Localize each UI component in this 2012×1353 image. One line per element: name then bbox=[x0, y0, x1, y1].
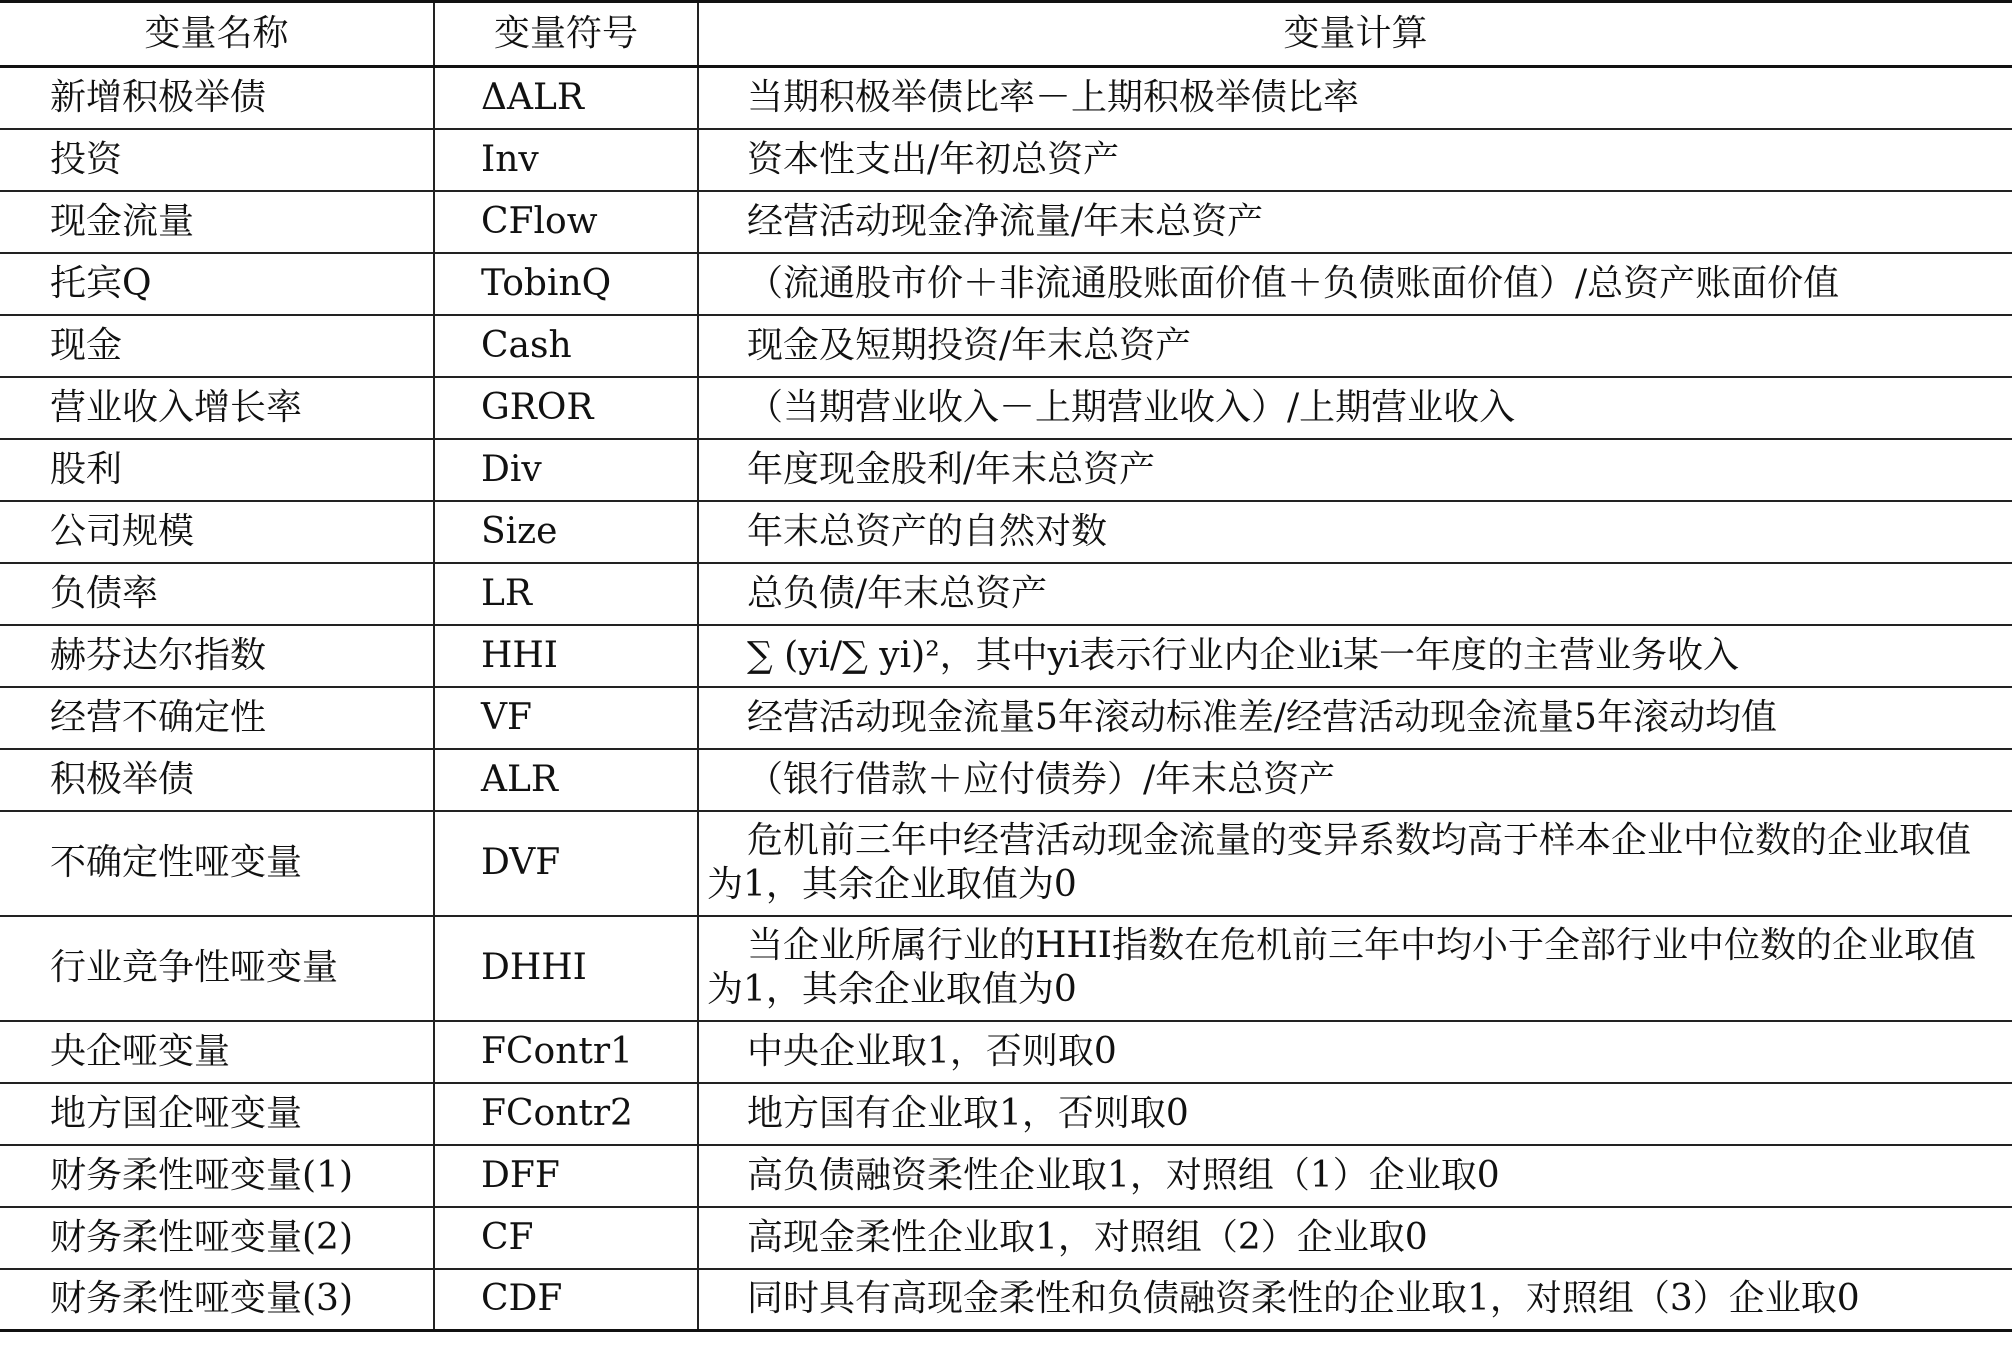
cell-variable-name: 经营不确定性 bbox=[0, 687, 434, 749]
table-row bbox=[0, 315, 2012, 377]
table-row bbox=[0, 1207, 2012, 1269]
table-row bbox=[0, 563, 2012, 625]
cell-variable-symbol: DHHI bbox=[434, 916, 698, 1021]
cell-variable-symbol: Div bbox=[434, 439, 698, 501]
cell-variable-calculation: 资本性支出/年初总资产 bbox=[698, 129, 2012, 191]
cell-variable-symbol: DFF bbox=[434, 1145, 698, 1207]
cell-variable-name: 营业收入增长率 bbox=[0, 377, 434, 439]
cell-variable-name: 新增积极举债 bbox=[0, 67, 434, 129]
table-row bbox=[0, 1083, 2012, 1145]
cell-variable-calculation: （流通股市价＋非流通股账面价值＋负债账面价值）/总资产账面价值 bbox=[698, 253, 2012, 315]
cell-variable-name: 地方国企哑变量 bbox=[0, 1083, 434, 1145]
table-row bbox=[0, 501, 2012, 563]
cell-variable-calculation: 年度现金股利/年末总资产 bbox=[698, 439, 2012, 501]
cell-variable-name: 央企哑变量 bbox=[0, 1021, 434, 1083]
cell-variable-calculation: 中央企业取1，否则取0 bbox=[698, 1021, 2012, 1083]
table-row bbox=[0, 625, 2012, 687]
cell-variable-symbol: FContr1 bbox=[434, 1021, 698, 1083]
cell-variable-symbol: HHI bbox=[434, 625, 698, 687]
cell-variable-calculation: 现金及短期投资/年末总资产 bbox=[698, 315, 2012, 377]
cell-variable-symbol: TobinQ bbox=[434, 253, 698, 315]
cell-variable-calculation: 高负债融资柔性企业取1，对照组（1）企业取0 bbox=[698, 1145, 2012, 1207]
table-row bbox=[0, 129, 2012, 191]
table-body bbox=[0, 67, 2012, 1331]
cell-variable-name: 股利 bbox=[0, 439, 434, 501]
table-row bbox=[0, 1021, 2012, 1083]
cell-variable-symbol: VF bbox=[434, 687, 698, 749]
cell-variable-name: 托宾Q bbox=[0, 253, 434, 315]
cell-variable-calculation: 地方国有企业取1，否则取0 bbox=[698, 1083, 2012, 1145]
header-row bbox=[0, 2, 2012, 67]
table-row bbox=[0, 687, 2012, 749]
table-row bbox=[0, 253, 2012, 315]
table-header bbox=[0, 2, 2012, 67]
cell-variable-name: 现金流量 bbox=[0, 191, 434, 253]
table-row bbox=[0, 439, 2012, 501]
cell-variable-symbol: ΔALR bbox=[434, 67, 698, 129]
cell-variable-name: 不确定性哑变量 bbox=[0, 811, 434, 916]
cell-variable-calculation: （当期营业收入－上期营业收入）/上期营业收入 bbox=[698, 377, 2012, 439]
table-row bbox=[0, 1145, 2012, 1207]
cell-variable-calculation: 经营活动现金净流量/年末总资产 bbox=[698, 191, 2012, 253]
cell-variable-calculation: 总负债/年末总资产 bbox=[698, 563, 2012, 625]
cell-variable-symbol: ALR bbox=[434, 749, 698, 811]
cell-variable-name: 财务柔性哑变量(2) bbox=[0, 1207, 434, 1269]
cell-variable-symbol: GROR bbox=[434, 377, 698, 439]
cell-variable-name: 财务柔性哑变量(1) bbox=[0, 1145, 434, 1207]
table-row bbox=[0, 749, 2012, 811]
cell-variable-calculation: （银行借款＋应付债券）/年末总资产 bbox=[698, 749, 2012, 811]
cell-variable-name: 现金 bbox=[0, 315, 434, 377]
cell-variable-calculation: 当期积极举债比率－上期积极举债比率 bbox=[698, 67, 2012, 129]
cell-variable-name: 行业竞争性哑变量 bbox=[0, 916, 434, 1021]
cell-variable-symbol: LR bbox=[434, 563, 698, 625]
cell-variable-calculation: 当企业所属行业的HHI指数在危机前三年中均小于全部行业中位数的企业取值为1，其余企业取值为0 bbox=[698, 916, 2012, 1021]
cell-variable-name: 财务柔性哑变量(3) bbox=[0, 1269, 434, 1331]
header-variable-name: 变量名称 bbox=[0, 2, 434, 67]
cell-variable-name: 负债率 bbox=[0, 563, 434, 625]
table-row bbox=[0, 1269, 2012, 1331]
table-row bbox=[0, 377, 2012, 439]
cell-variable-symbol: FContr2 bbox=[434, 1083, 698, 1145]
cell-variable-calculation: 年末总资产的自然对数 bbox=[698, 501, 2012, 563]
cell-variable-calculation: ∑ (yi/∑ yi)²，其中yi表示行业内企业i某一年度的主营业务收入 bbox=[698, 625, 2012, 687]
header-variable-symbol: 变量符号 bbox=[434, 2, 698, 67]
cell-variable-symbol: DVF bbox=[434, 811, 698, 916]
cell-variable-symbol: CF bbox=[434, 1207, 698, 1269]
cell-variable-calculation: 高现金柔性企业取1，对照组（2）企业取0 bbox=[698, 1207, 2012, 1269]
cell-variable-symbol: CDF bbox=[434, 1269, 698, 1331]
cell-variable-calculation: 经营活动现金流量5年滚动标准差/经营活动现金流量5年滚动均值 bbox=[698, 687, 2012, 749]
table-row bbox=[0, 191, 2012, 253]
cell-variable-calculation: 危机前三年中经营活动现金流量的变异系数均高于样本企业中位数的企业取值为1，其余企业取值为0 bbox=[698, 811, 2012, 916]
cell-variable-symbol: Cash bbox=[434, 315, 698, 377]
cell-variable-symbol: CFlow bbox=[434, 191, 698, 253]
cell-variable-symbol: Size bbox=[434, 501, 698, 563]
cell-variable-name: 投资 bbox=[0, 129, 434, 191]
table-row bbox=[0, 67, 2012, 129]
cell-variable-name: 赫芬达尔指数 bbox=[0, 625, 434, 687]
cell-variable-calculation: 同时具有高现金柔性和负债融资柔性的企业取1，对照组（3）企业取0 bbox=[698, 1269, 2012, 1331]
cell-variable-name: 公司规模 bbox=[0, 501, 434, 563]
table-row bbox=[0, 916, 2012, 1021]
header-variable-calculation: 变量计算 bbox=[698, 2, 2012, 67]
table-row bbox=[0, 811, 2012, 916]
cell-variable-name: 积极举债 bbox=[0, 749, 434, 811]
cell-variable-symbol: Inv bbox=[434, 129, 698, 191]
